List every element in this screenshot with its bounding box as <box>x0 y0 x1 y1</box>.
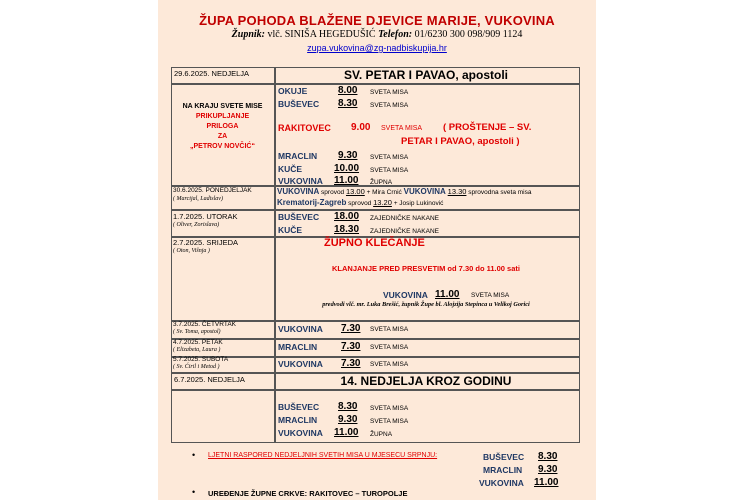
day1-r2-place: BUŠEVEC <box>278 99 320 109</box>
day8-title: 14. NEDJELJA KROZ GODINU <box>340 374 512 388</box>
day1-r3-extra-2: PETAR I PAVAO, apostoli ) <box>401 136 520 147</box>
summer-time-2: 9.30 <box>538 464 558 475</box>
day3-r1-place: BUŠEVEC <box>278 212 320 222</box>
day2-l2-place: Krematorij-Zagreb <box>277 198 347 207</box>
day1-r2-desc: SVETA MISA <box>370 102 409 109</box>
day5-time: 7.30 <box>341 323 361 334</box>
day6-date: 4.7.2025. PETAK <box>173 339 223 346</box>
day2-date: 30.6.2025. PONEDJELJAK <box>173 187 252 194</box>
day1-r1-time: 8.00 <box>338 85 358 96</box>
day2-l1-place: VUKOVINA <box>277 187 320 196</box>
day2-line-2 <box>277 198 443 207</box>
summer-time-1: 8.30 <box>538 451 558 462</box>
summer-place-1: BUŠEVEC <box>483 452 525 462</box>
day8-r1-place: BUŠEVEC <box>278 402 320 412</box>
day7-date: 5.7.2025. SUBOTA <box>173 356 229 363</box>
day5-place: VUKOVINA <box>278 324 323 334</box>
day4-adoration: KLANJANJE PRED PRESVETIM od 7.30 do 11.00 sati <box>332 264 520 273</box>
summer-place-2: MRACLIN <box>483 465 523 475</box>
day8-r1-time: 8.30 <box>338 401 358 412</box>
day1-note-1: NA KRAJU SVETE MISE <box>182 103 263 110</box>
day8-r3-desc: ŽUPNA <box>370 431 393 438</box>
day3-r2-place: KUČE <box>278 225 303 235</box>
day3-r2-desc: ZAJEDNIČKE NAKANE <box>370 228 439 235</box>
day4-saints: ( Oton, Višnja ) <box>173 248 210 254</box>
day4-cell <box>274 237 580 321</box>
day2-l1-text2: sprovodna sveta misa <box>468 189 532 196</box>
day1-r5-time: 10.00 <box>334 163 360 174</box>
day1-r4-desc: SVETA MISA <box>370 154 409 161</box>
day1-date: 29.6.2025. NEDJELJA <box>174 69 250 78</box>
day7-saints: ( Sv. Ćiril i Metod ) <box>173 364 220 370</box>
day7-desc: SVETA MISA <box>370 361 409 368</box>
day1-r1-place: OKUJE <box>278 86 308 96</box>
day1-r5-place: KUČE <box>278 164 303 174</box>
day1-title: SV. PETAR I PAVAO, apostoli <box>343 68 509 82</box>
pastor-name: vlč. SINIŠA HEGEDUŠIĆ <box>267 29 376 40</box>
day4-time: 11.00 <box>435 289 460 300</box>
day5-desc: SVETA MISA <box>370 326 409 333</box>
day4-date: 2.7.2025. SRIJEDA <box>173 238 239 247</box>
pastor-line <box>158 29 596 40</box>
day2-l2-text: sprovod <box>348 200 372 207</box>
day1-note-2: PRIKUPLJANJE <box>195 113 250 120</box>
day4-title: ŽUPNO KLEČANJE <box>324 237 425 249</box>
phone-label: Telefon: <box>378 29 413 40</box>
day8-date: 6.7.2025. NEDJELJA <box>174 375 245 384</box>
church-cleaning: UREĐENJE ŽUPNE CRKVE: RAKITOVEC – TUROPOLJE <box>208 489 408 498</box>
bulletin-sheet <box>158 0 596 500</box>
day3-date: 1.7.2025. UTORAK <box>173 212 238 221</box>
day2-l1-place2: VUKOVINA <box>403 187 446 196</box>
day1-r5-desc: SVETA MISA <box>370 167 409 174</box>
day2-l1-name: + Mira Crnić <box>366 189 402 196</box>
day5-date: 3.7.2025. ČETVRTAK <box>173 321 236 328</box>
day2-l2-time: 13.20 <box>373 198 392 207</box>
day3-r2-time: 18.30 <box>334 224 360 235</box>
day2-saints: ( Marcijal, Ladislav) <box>173 196 223 202</box>
day8-r2-desc: SVETA MISA <box>370 418 409 425</box>
summer-place-3: VUKOVINA <box>479 478 524 488</box>
parish-title: ŽUPA POHODA BLAŽENE DJEVICE MARIJE, VUKOVINA <box>199 13 555 28</box>
day8-r3-place: VUKOVINA <box>278 428 323 438</box>
day1-note-4: ZA <box>217 133 228 140</box>
day1-r1-desc: SVETA MISA <box>370 89 409 96</box>
pastor-label: Župnik: <box>231 29 265 40</box>
bullet-1: • <box>192 450 196 460</box>
day6-saints: ( Elizabeta, Laura ) <box>173 347 221 353</box>
day1-r3-extra-1: ( PROŠTENJE – SV. <box>443 122 532 133</box>
day7-place: VUKOVINA <box>278 359 323 369</box>
day1-r6-desc: ŽUPNA <box>370 179 393 186</box>
bullet-2: • <box>192 487 196 497</box>
phone-numbers: 01/6230 300 098/909 1124 <box>414 29 523 40</box>
day4-desc: SVETA MISA <box>471 292 510 299</box>
day2-line-1 <box>277 187 531 196</box>
day2-l2-name: + Josip Lukinović <box>393 200 444 207</box>
day3-r1-desc: ZAJEDNIČKE NAKANE <box>370 215 439 222</box>
day4-presider: predvodi vlč. mr. Luka Brešić, župnik Župe bl. Alojzija Stepinca u Velikoj Gorici <box>322 301 530 308</box>
day6-time: 7.30 <box>341 341 361 352</box>
day1-r6-place: VUKOVINA <box>278 176 323 186</box>
day1-note-5: „PETROV NOVČIĆ“ <box>190 143 255 150</box>
day5-saints: ( Sv. Toma, apostol) <box>173 329 221 335</box>
day6-cell <box>274 339 580 357</box>
day6-place: MRACLIN <box>278 342 318 352</box>
summer-time-3: 11.00 <box>534 477 559 488</box>
day8-r3-time: 11.00 <box>334 427 359 438</box>
day1-r3-desc: SVETA MISA <box>381 125 423 132</box>
day7-time: 7.30 <box>341 358 361 369</box>
day4-place: VUKOVINA <box>383 290 428 300</box>
day8-r1-desc: SVETA MISA <box>370 405 409 412</box>
day1-masses-cell <box>274 84 580 186</box>
email-link[interactable]: zupa.vukovina@zg-nadbiskupija.hr <box>307 43 447 53</box>
day3-saints: ( Oliver, Zorislava) <box>173 222 220 228</box>
day2-l1-time2: 13.30 <box>447 187 467 196</box>
day2-l1-time: 13.00 <box>345 187 365 196</box>
day3-r1-time: 18.00 <box>334 211 360 222</box>
day8-r2-place: MRACLIN <box>278 415 318 425</box>
day1-r4-place: MRACLIN <box>278 151 318 161</box>
day1-r2-time: 8.30 <box>338 98 358 109</box>
day1-r3-time: 9.00 <box>351 122 371 133</box>
day1-note-3: PRILOGA <box>206 123 239 130</box>
day1-r4-time: 9.30 <box>338 150 358 161</box>
day1-r6-time: 11.00 <box>334 175 359 186</box>
day1-r3-place: RAKITOVEC <box>278 123 331 133</box>
day2-l1-text: sprovod <box>321 189 345 196</box>
day8-r2-time: 9.30 <box>338 414 358 425</box>
day6-desc: SVETA MISA <box>370 344 409 351</box>
day8-left-cell <box>171 390 276 443</box>
summer-schedule-label: LJETNI RASPORED NEDJELJNIH SVETIH MISA U MJESECU SRPNJU: <box>208 452 438 459</box>
